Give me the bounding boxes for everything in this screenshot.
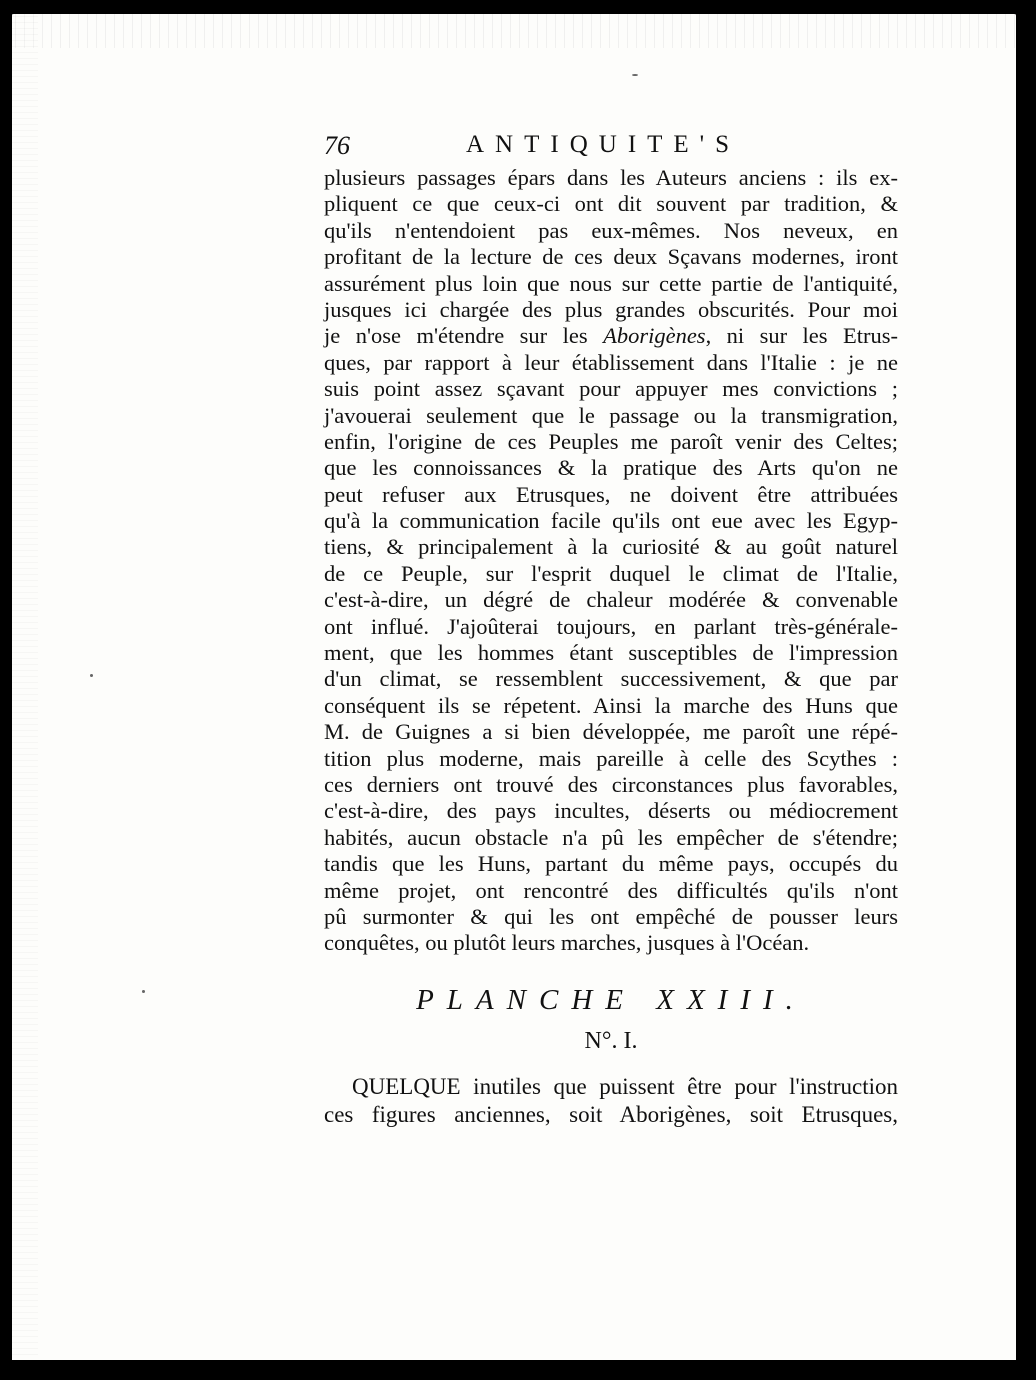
text-line: de ce Peuple, sur l'esprit duquel le climat de l'Italie, bbox=[324, 560, 898, 586]
italic-term: Aborigènes bbox=[603, 323, 706, 349]
text-line: habités, aucun obstacle n'a pû les empêcher de s'étendre; bbox=[324, 824, 898, 850]
text-line: M. de Guignes a si bien développée, me paroît une répé- bbox=[324, 719, 898, 745]
text-line: ont influé. J'ajoûterai toujours, en parlant très-générale- bbox=[324, 613, 898, 639]
text-line: j'avouerai seulement que le passage ou la transmigration, bbox=[324, 402, 898, 428]
text-line: c'est-à-dire, des pays incultes, déserts ou médiocrement bbox=[324, 798, 898, 824]
text-line: même projet, ont rencontré des difficultés qu'ils n'ont bbox=[324, 877, 898, 903]
ink-speck bbox=[632, 74, 638, 76]
paragraph-2 bbox=[312, 1073, 898, 1129]
text-line: jusques ici chargée des plus grandes obscurités. Pour moi bbox=[324, 296, 898, 322]
text-line: pliquent ce que ceux-ci ont dit souvent par tradition, & bbox=[324, 191, 898, 217]
plate-number: N°. I. bbox=[584, 1027, 638, 1054]
text-line: ques, par rapport à leur établissement dans l'Italie : je ne bbox=[324, 349, 898, 375]
running-head bbox=[312, 125, 898, 165]
text-line: profitant de la lecture de ces deux Sçavans modernes, iront bbox=[324, 244, 898, 270]
text-line: c'est-à-dire, un dégré de chaleur modérée & convenable bbox=[324, 587, 898, 613]
text-line: pû surmonter & qui les ont empêché de pousser leurs bbox=[324, 903, 898, 929]
text-line: suis point assez sçavant pour appuyer mes convictions ; bbox=[324, 376, 898, 402]
text-line: qu'ils n'entendoient pas eux-mêmes. Nos neveux, en bbox=[324, 217, 898, 243]
text-line: tandis que les Huns, partant du même pays, occupés du bbox=[324, 851, 898, 877]
text-line: QUELQUE inutiles que puissent être pour l'instruction bbox=[352, 1073, 898, 1099]
text-line: d'un climat, se ressemblent successivement, & que par bbox=[324, 666, 898, 692]
text-line: conquêtes, ou plutôt leurs marches, jusques à l'Océan. bbox=[324, 930, 810, 956]
text-line: ment, que les hommes étant susceptibles de l'impression bbox=[324, 640, 898, 666]
running-title: ANTIQUITE'S bbox=[466, 131, 741, 158]
ink-speck bbox=[142, 990, 145, 993]
page-top-edge-shading bbox=[12, 14, 1016, 48]
text-line: ces derniers ont trouvé des circonstances plus favorables, bbox=[324, 771, 898, 797]
text-line: plusieurs passages épars dans les Auteurs anciens : ils ex- bbox=[324, 165, 898, 190]
text-line: enfin, l'origine de ces Peuples me paroît venir des Celtes; bbox=[324, 428, 898, 454]
text-line: conséquent ils se répetent. Ainsi la marche des Huns que bbox=[324, 692, 898, 718]
text-line: ces figures anciennes, soit Aborigènes, soit Etrusques, bbox=[324, 1101, 898, 1127]
text-line: tiens, & principalement à la curiosité & au goût naturel bbox=[324, 534, 898, 560]
paragraph-1 bbox=[312, 165, 898, 957]
text-line: assurément plus loin que nous sur cette partie de l'antiquité, bbox=[324, 270, 898, 296]
text-line: je n'ose m'étendre sur les Aborigènes, ni sur les Etrus- bbox=[324, 323, 898, 349]
text-line: peut refuser aux Etrusques, ne doivent être attribuées bbox=[324, 481, 898, 507]
text-block bbox=[312, 125, 898, 1129]
book-page bbox=[12, 14, 1016, 1360]
page-left-edge-shading bbox=[12, 14, 38, 1360]
text-line: que les connoissances & la pratique des Arts qu'on ne bbox=[324, 455, 898, 481]
page-number: 76 bbox=[324, 131, 350, 160]
ink-speck bbox=[90, 674, 93, 677]
text-line: qu'à la communication facile qu'ils ont eue avec les Egyp- bbox=[324, 508, 898, 534]
text-line: tition plus moderne, mais pareille à celle des Scythes : bbox=[324, 745, 898, 771]
plate-heading: PLANCHE XXIII. bbox=[416, 983, 806, 1016]
